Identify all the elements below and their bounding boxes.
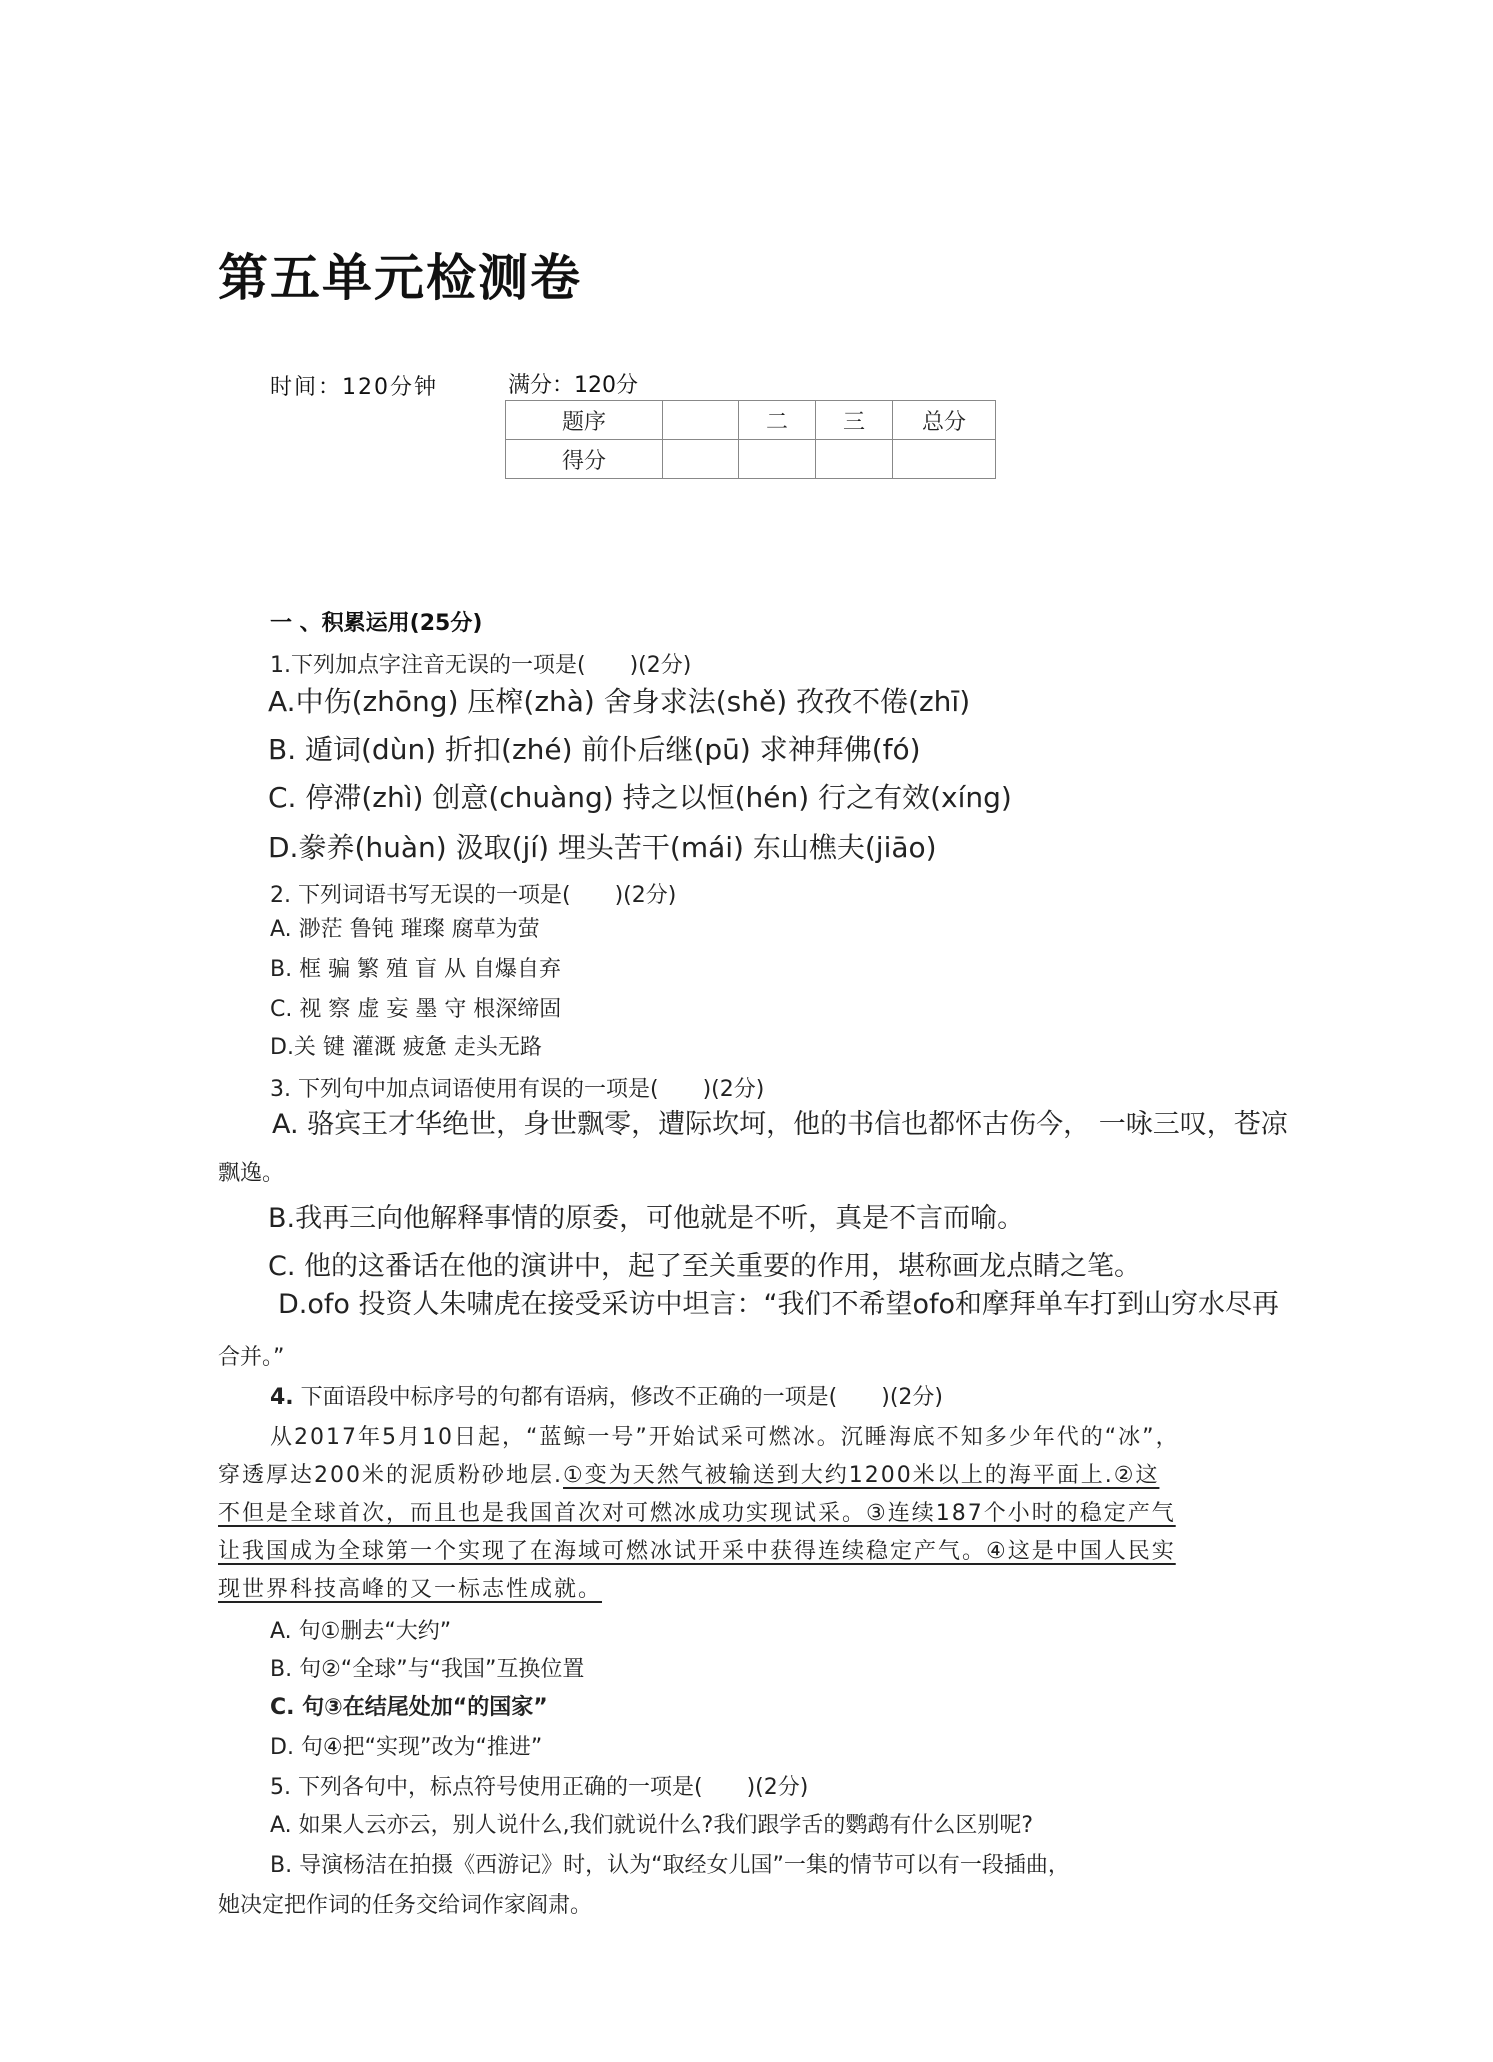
question-4-stem-text: 下面语段中标序号的句都有语病，修改不正确的一项是( )(2分) (293, 1385, 943, 1410)
score-table (505, 400, 996, 479)
table-cell: 三 (816, 401, 893, 440)
question-3-option-a-cont: 飘逸。 (218, 1161, 285, 1186)
question-4-option-c: C. 句③在结尾处加“的国家” (270, 1695, 548, 1720)
table-cell: 总分 (893, 401, 996, 440)
question-1-stem: 1.下列加点字注音无误的一项是( )(2分) (270, 653, 692, 678)
underlined-passage-line: 现世界科技高峰的又一标志性成就。 (218, 1577, 603, 1602)
table-cell: 题序 (506, 401, 663, 440)
question-3-stem: 3. 下列句中加点词语使用有误的一项是( )(2分) (270, 1077, 765, 1102)
question-1-option-c: C. 停滞(zhì) 创意(chuàng) 持之以恒(hén) 行之有效(xíng) (268, 781, 1012, 814)
question-3-option-d: D.ofo 投资人朱啸虎在接受采访中坦言：“我们不希望ofo和摩拜单车打到山穷水尽再 (278, 1289, 1280, 1320)
score-table-row (506, 440, 996, 479)
question-5-option-b: B. 导演杨洁在拍摄《西游记》时，认为“取经女儿国”一集的情节可以有一段插曲， (270, 1853, 1070, 1878)
table-cell: 得分 (506, 440, 663, 479)
question-1-option-b: B. 遁词(dùn) 折扣(zhé) 前仆后继(pū) 求神拜佛(fó) (268, 733, 921, 766)
table-cell (663, 401, 739, 440)
question-2-stem: 2. 下列词语书写无误的一项是( )(2分) (270, 883, 677, 908)
question-3-option-b: B.我再三向他解释事情的原委，可他就是不听，真是不言而喻。 (268, 1203, 1025, 1234)
question-2-option-a: A. 渺茫 鲁钝 璀璨 腐草为萤 (270, 917, 540, 942)
question-4-option-a: A. 句①删去“大约” (270, 1619, 452, 1644)
score-input-cell[interactable] (893, 440, 996, 479)
score-input-cell[interactable] (663, 440, 739, 479)
question-4-option-d: D. 句④把“实现”改为“推进” (270, 1735, 543, 1760)
question-5-stem: 5. 下列各句中，标点符号使用正确的一项是( )(2分) (270, 1775, 809, 1800)
question-3-option-c: C. 他的这番话在他的演讲中，起了至关重要的作用，堪称画龙点睛之笔。 (268, 1251, 1142, 1282)
passage-line (218, 1458, 1159, 1489)
question-number: 4. (270, 1385, 294, 1410)
underlined-passage-line: 让我国成为全球第一个实现了在海域可燃冰试开采中获得连续稳定产气。④这是中国人民实 (218, 1539, 1176, 1564)
question-3-option-d-cont: 合并。” (218, 1345, 285, 1370)
underlined-segment: ①变为天然气被输送到大约1200米以上的海平面上.②这 (563, 1463, 1160, 1488)
passage-segment: 穿透厚达200米的泥质粉砂地层. (218, 1463, 563, 1488)
full-score-label: 满分：120分 (508, 373, 638, 398)
question-5-option-a: A. 如果人云亦云，别人说什么,我们就说什么?我们跟学舌的鹦鹉有什么区别呢? (270, 1813, 1033, 1838)
question-1-option-a: A.中伤(zhōng) 压榨(zhà) 舍身求法(shě) 孜孜不倦(zhī) (268, 685, 971, 718)
question-5-option-b-cont: 她决定把作词的任务交给词作家阎肃。 (218, 1893, 593, 1918)
underlined-passage-line: 不但是全球首次，而且也是我国首次对可燃冰成功实现试采。③连续187个小时的稳定产气 (218, 1501, 1176, 1526)
question-2-option-d: D.关 键 灌溉 疲惫 走头无路 (270, 1035, 542, 1060)
score-input-cell[interactable] (816, 440, 893, 479)
table-cell: 二 (739, 401, 816, 440)
score-input-cell[interactable] (739, 440, 816, 479)
question-3-option-a: A. 骆宾王才华绝世，身世飘零，遭际坎坷，他的书信也都怀古伤今， 一咏三叹，苍凉 (272, 1109, 1288, 1140)
time-label: 时间：120分钟 (270, 375, 438, 400)
question-2-option-c: C. 视 察 虚 妄 墨 守 根深缔固 (270, 997, 562, 1022)
page-title: 第五单元检测卷 (218, 249, 582, 307)
question-4-stem (270, 1380, 943, 1411)
question-1-option-d: D.豢养(huàn) 汲取(jí) 埋头苦干(mái) 东山樵夫(jiāo) (268, 831, 937, 864)
question-2-option-b: B. 框 骗 繁 殖 盲 从 自爆自弃 (270, 957, 562, 982)
section-heading: 一 、积累运用(25分) (270, 611, 483, 636)
question-4-option-b: B. 句②“全球”与“我国”互换位置 (270, 1657, 585, 1682)
passage-line: 从2017年5月10日起，“蓝鲸一号”开始试采可燃冰。沉睡海底不知多少年代的“冰”， (270, 1425, 1180, 1450)
score-table-row (506, 401, 996, 440)
